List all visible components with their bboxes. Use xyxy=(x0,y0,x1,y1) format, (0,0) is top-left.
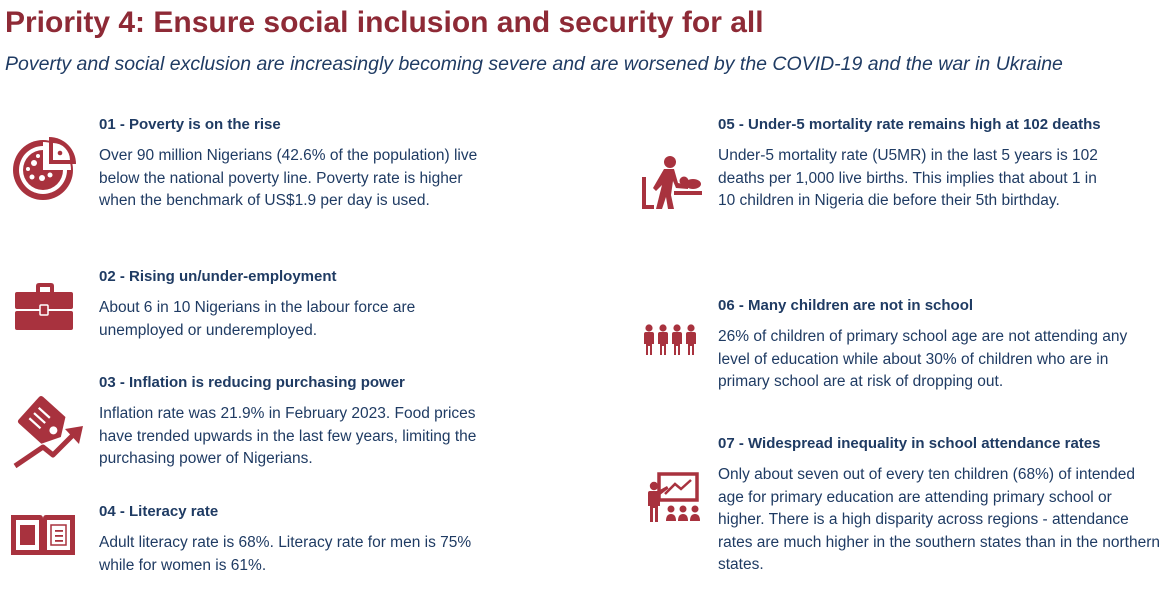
classroom-icon xyxy=(645,472,705,524)
item-heading: 01 - Poverty is on the rise xyxy=(99,116,281,133)
children-group-icon xyxy=(642,324,698,356)
list-item xyxy=(99,501,489,577)
item-body: Over 90 million Nigerians (42.6% of the population) live below the national poverty line. Poverty rate is higher when the benchmark of US$1.9 per day is used. xyxy=(99,147,478,209)
list-item xyxy=(718,433,1162,577)
pie-chart-icon xyxy=(10,133,84,201)
briefcase-icon xyxy=(15,283,75,331)
item-body: About 6 in 10 Nigerians in the labour force are unemployed or underemployed. xyxy=(99,299,416,339)
baby-care-icon xyxy=(640,155,704,211)
list-item xyxy=(718,114,1118,213)
page-title: Priority 4: Ensure social inclusion and security for all xyxy=(5,6,764,39)
book-icon xyxy=(11,511,75,557)
item-heading: 06 - Many children are not in school xyxy=(718,297,974,314)
price-tag-rising-icon xyxy=(13,395,85,469)
item-heading: 07 - Widespread inequality in school attendance rates xyxy=(718,435,1101,452)
item-heading: 02 - Rising un/under-employment xyxy=(99,268,337,285)
item-heading: 04 - Literacy rate xyxy=(99,503,219,520)
item-body: Under-5 mortality rate (U5MR) in the last 5 years is 102 deaths per 1,000 live births. This implies that about 1 in 10 children in Nigeria die before their 5th birthday. xyxy=(718,147,1098,209)
item-heading: 05 - Under-5 mortality rate remains high at 102 deaths xyxy=(718,116,1101,133)
list-item xyxy=(99,114,489,213)
item-body: 26% of children of primary school age are not attending any level of education while about 30% of children who are in primary school are at risk of dropping out. xyxy=(718,328,1128,390)
list-item xyxy=(99,266,489,342)
page-subtitle: Poverty and social exclusion are increasingly becoming severe and are worsened by the COVID-19 and the war in Ukraine xyxy=(5,53,1063,75)
item-heading: 03 - Inflation is reducing purchasing power xyxy=(99,374,405,391)
list-item xyxy=(718,295,1138,394)
list-item xyxy=(99,372,499,471)
item-body: Adult literacy rate is 68%. Literacy rate for men is 75% while for women is 61%. xyxy=(99,534,472,574)
item-body: Inflation rate was 21.9% in February 2023. Food prices have trended upwards in the last few years, limiting the purchasing power of Nigerians. xyxy=(99,405,477,467)
item-body: Only about seven out of every ten children (68%) of intended age for primary education are attending primary school or higher. There is a high disparity across regions - attendance rates are much higher in the southern states than in the northern states. xyxy=(718,466,1161,573)
